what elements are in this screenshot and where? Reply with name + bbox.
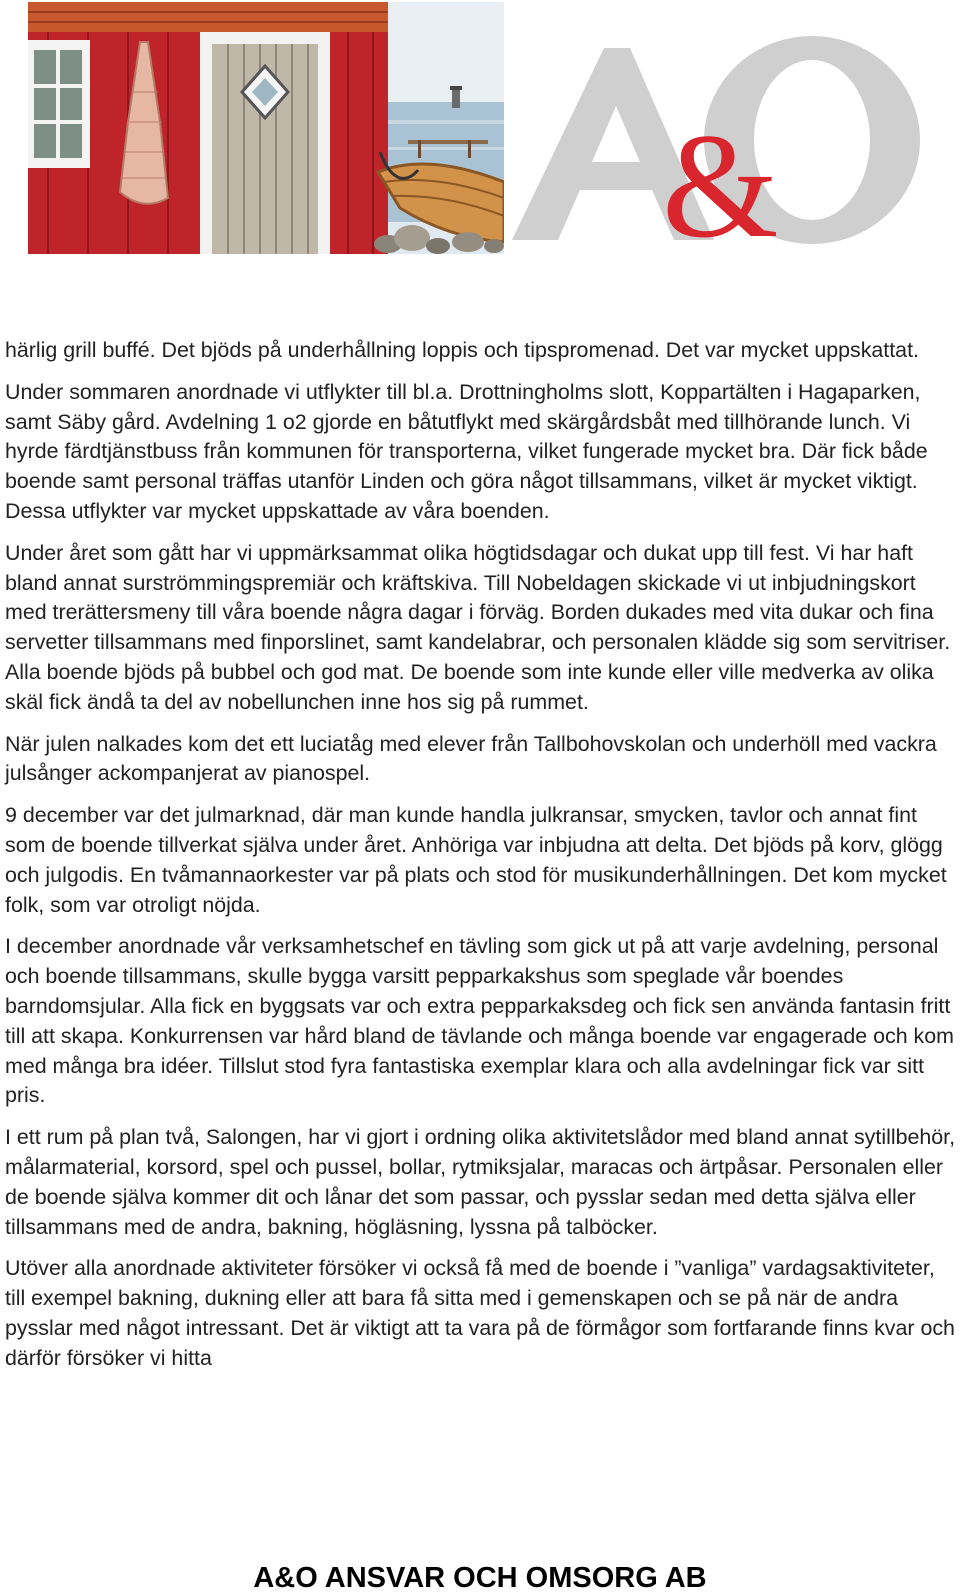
ao-logo-icon bbox=[512, 30, 932, 260]
paragraph: 9 december var det julmarknad, där man kunde handla julkransar, smycken, tavlor och annat fint som de boende tillverkat själva under året. Anhöriga var inbjudna att delta. Det bjöds på korv, glögg och julgodis. En tvåmannaorkester var på plats och stod för musikunderhållningen. Det kom mycket folk, som var otroligt nöjda. bbox=[5, 803, 947, 917]
paragraph: härlig grill buffé. Det bjöds på underhållning loppis och tipspromenad. Det var mycket uppskattat. bbox=[5, 338, 919, 362]
svg-text:&: & bbox=[662, 103, 779, 260]
paragraph: I ett rum på plan två, Salongen, har vi gjort i ordning olika aktivitetslådor med bland annat sytillbehör, målarmaterial, korsord, spel och pussel, bollar, rytmiksjalar, maracas och ärtpåsar. Personalen eller de boende själva kommer dit och lånar det som passar, och pysslar sedan med detta själva eller tillsammans med de andra, bakning, högläsning, lyssna på talböcker. bbox=[5, 1125, 956, 1239]
footer-company-name: A&O ANSVAR OCH OMSORG AB bbox=[253, 1562, 707, 1594]
red-boathouse-illustration-icon bbox=[28, 2, 504, 254]
paragraph: Under sommaren anordnade vi utflykter till bl.a. Drottningholms slott, Koppartälten i Hagaparken, samt Säby gård. Avdelning 1 o2 gjorde en båtutflykt med skärgårdsbåt med tillhörande lunch. Vi hyrde färdtjänstbuss från kommunen för transporterna, vilket fungerade mycket bra. Där fick både boende samt personal träffas utanför Linden och göra något tillsammans, vilket är mycket viktigt. Dessa utflykter var mycket uppskattade av våra boenden. bbox=[5, 379, 928, 523]
page-header bbox=[0, 0, 960, 270]
paragraph: Utöver alla anordnade aktiviteter försöker vi också få med de boende i ”vanliga” vardagsaktiviteter, till exempel bakning, dukning eller att bara få sitta med i gemenskapen och se på när de andra pysslar med något intressant. Det är viktigt att ta vara på de förmågor som fortfarande finns kvar och därför försöker vi hitta bbox=[5, 1256, 955, 1370]
paragraph: I december anordnade vår verksamhetschef en tävling som gick ut på att varje avdelning, personal och boende tillsammans, skulle bygga varsitt pepparkakshus som speglade vår boendes barndomsjular. Alla fick en byggsats var och extra pepparkaksdeg och fick sen använda fantasin fritt till att skapa. Konkurrensen var hård bland de tävlande och många boende var engagerade och kom med många bra idéer. Tillslut stod fyra fantastiska exemplar klara och alla avdelningar fick var sitt pris. bbox=[5, 934, 954, 1108]
article-body bbox=[5, 336, 957, 1386]
paragraph: Under året som gått har vi uppmärksammat olika högtidsdagar och dukat upp till fest. Vi har haft bland annat surströmmingspremiär och kräftskiva. Till Nobeldagen skickade vi ut inbjudningskort med trerättersmeny till våra boende några dagar i förväg. Borden dukades med vita dukar och fina servetter tillsammans med finporslinet, samt kandelabrar, och personalen klädde sig som servitriser. Alla boende bjöds på bubbel och god mat. De boende som inte kunde eller ville medverka av olika skäl fick ändå ta del av nobellunchen inne hos sig på rummet. bbox=[5, 540, 951, 714]
paragraph: När julen nalkades kom det ett luciatåg med elever från Tallbohovskolan och underhöll med vackra julsånger ackompanjerat av pianospel. bbox=[5, 731, 937, 786]
